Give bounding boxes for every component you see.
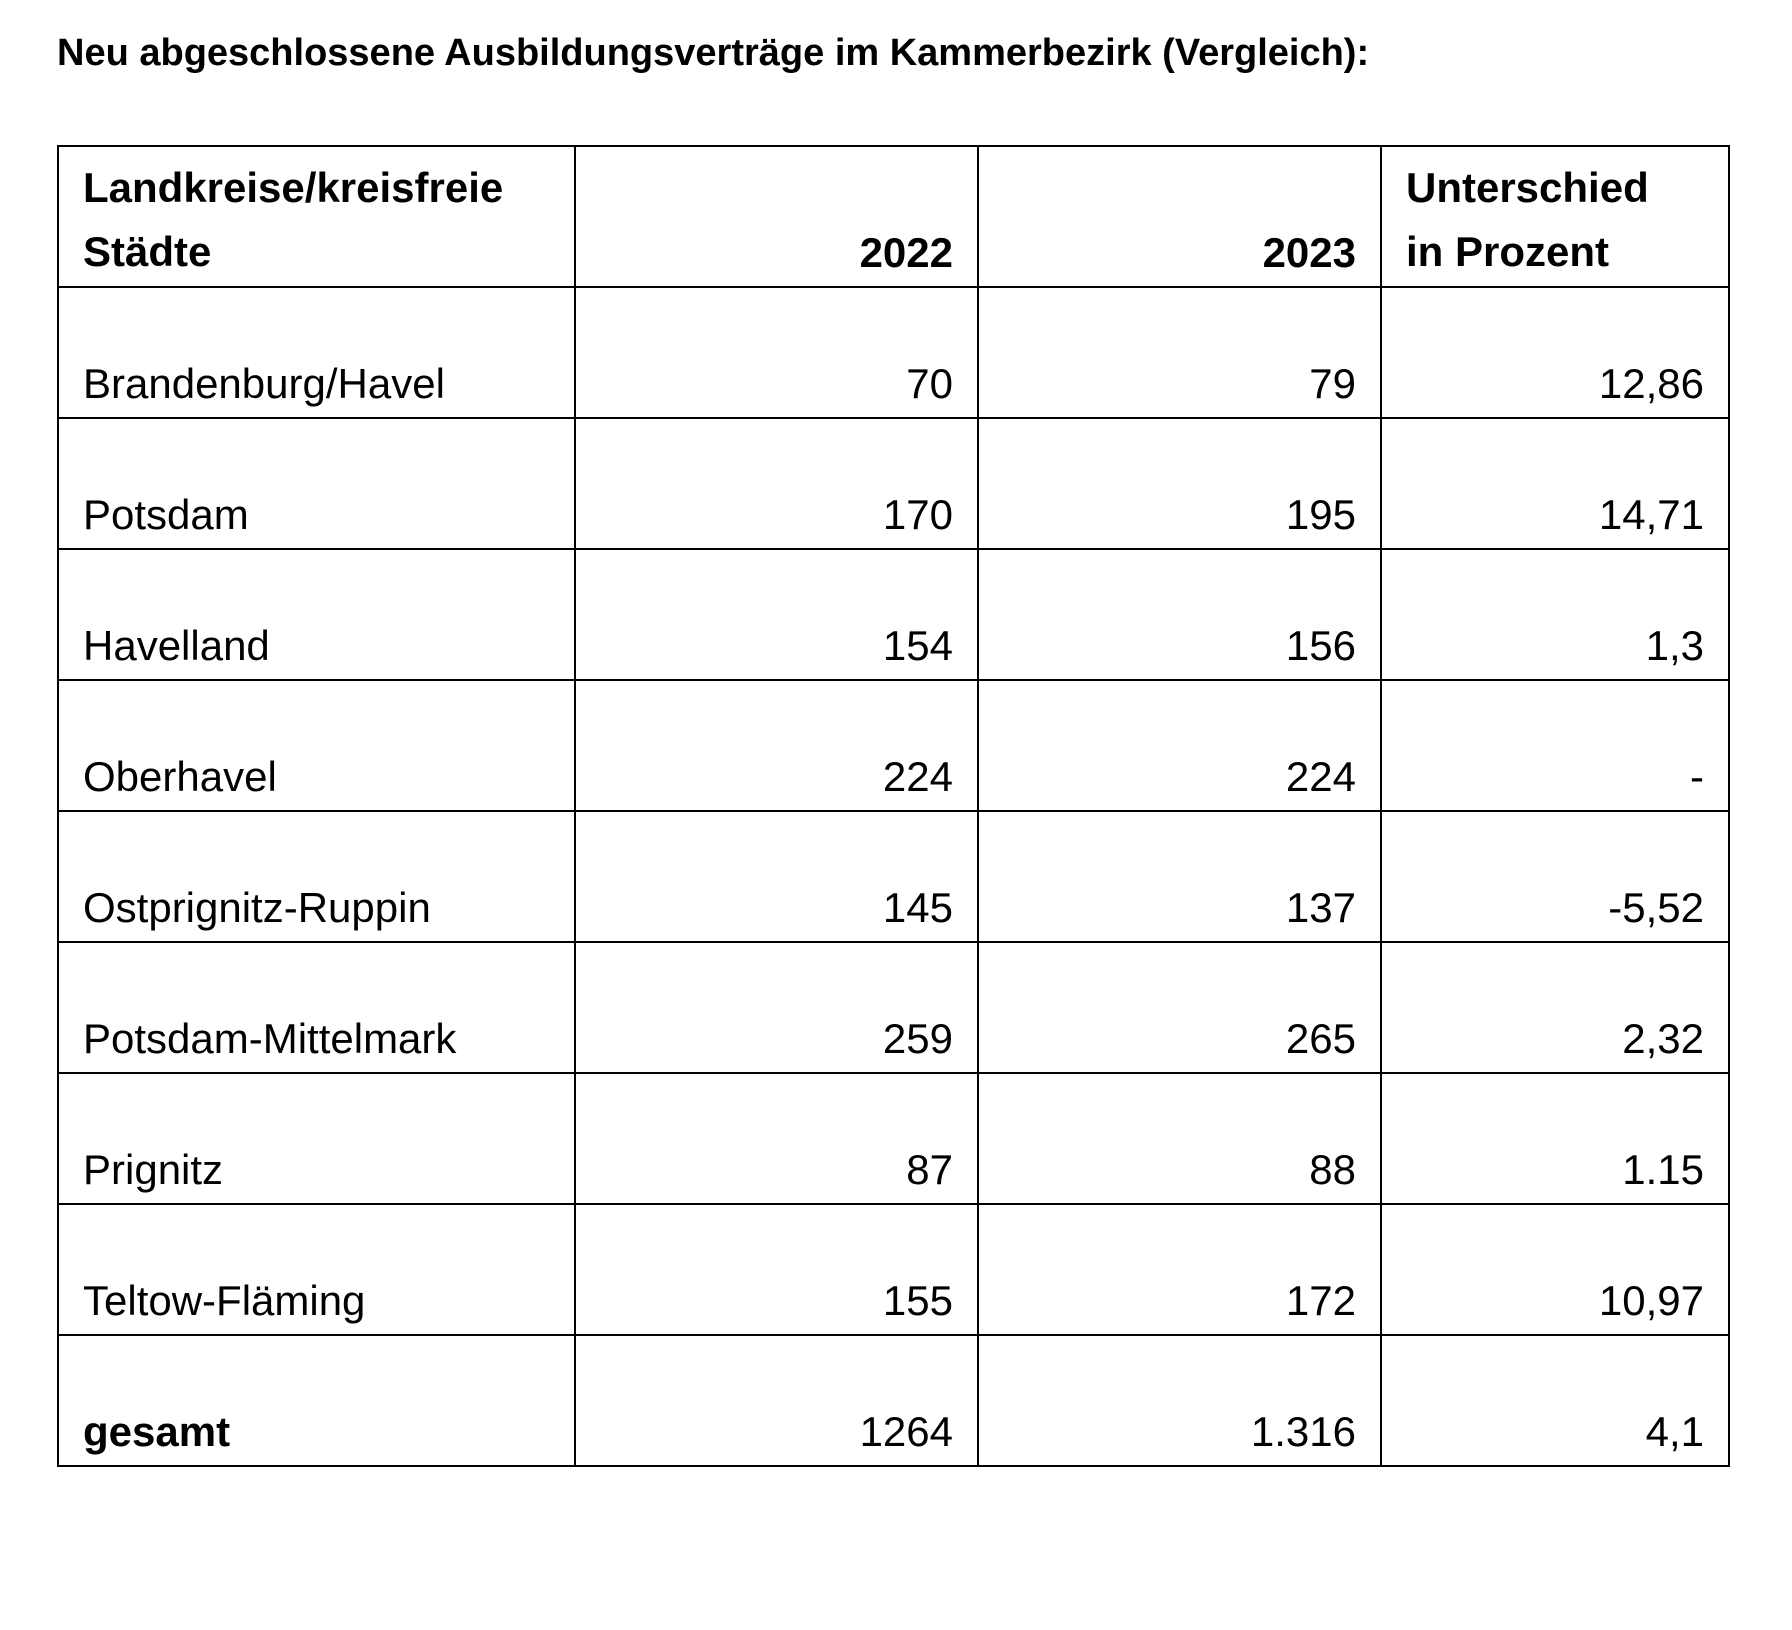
difference-cell: 1.15 — [1381, 1073, 1729, 1204]
total-2023-cell: 1.316 — [978, 1335, 1381, 1466]
value-2023-cell: 156 — [978, 549, 1381, 680]
contracts-table — [57, 145, 1730, 1467]
region-cell: Ostprignitz-Ruppin — [58, 811, 575, 942]
difference-cell: 2,32 — [1381, 942, 1729, 1073]
difference-cell: - — [1381, 680, 1729, 811]
value-2022-cell: 154 — [575, 549, 978, 680]
value-2022-cell: 145 — [575, 811, 978, 942]
table-header-row — [58, 146, 1729, 287]
value-2022-cell: 87 — [575, 1073, 978, 1204]
header-difference-line2: in Prozent — [1406, 228, 1610, 275]
value-2023-cell: 79 — [978, 287, 1381, 418]
value-2023-cell: 172 — [978, 1204, 1381, 1335]
value-2022-cell: 70 — [575, 287, 978, 418]
table-row — [58, 287, 1729, 418]
region-cell: Teltow-Fläming — [58, 1204, 575, 1335]
document-title: Neu abgeschlossene Ausbildungsverträge im Kammerbezirk (Vergleich): — [57, 32, 1370, 74]
header-year-2023: 2023 — [978, 146, 1381, 287]
table-row — [58, 811, 1729, 942]
value-2022-cell: 155 — [575, 1204, 978, 1335]
difference-cell: 14,71 — [1381, 418, 1729, 549]
total-difference-cell: 4,1 — [1381, 1335, 1729, 1466]
value-2023-cell: 88 — [978, 1073, 1381, 1204]
difference-cell: 12,86 — [1381, 287, 1729, 418]
table-total-row — [58, 1335, 1729, 1466]
region-cell: Oberhavel — [58, 680, 575, 811]
region-cell: Potsdam-Mittelmark — [58, 942, 575, 1073]
value-2022-cell: 170 — [575, 418, 978, 549]
header-difference — [1381, 146, 1729, 287]
difference-cell: 10,97 — [1381, 1204, 1729, 1335]
header-region — [58, 146, 575, 287]
table-row — [58, 1073, 1729, 1204]
difference-cell: -5,52 — [1381, 811, 1729, 942]
header-year-2022: 2022 — [575, 146, 978, 287]
value-2023-cell: 265 — [978, 942, 1381, 1073]
value-2022-cell: 259 — [575, 942, 978, 1073]
table-row — [58, 942, 1729, 1073]
region-cell: Havelland — [58, 549, 575, 680]
header-region-line2: Städte — [83, 228, 212, 275]
value-2023-cell: 137 — [978, 811, 1381, 942]
value-2023-cell: 195 — [978, 418, 1381, 549]
table-row — [58, 680, 1729, 811]
region-cell: Potsdam — [58, 418, 575, 549]
header-region-line1: Landkreise/kreisfreie — [83, 164, 504, 211]
total-label-cell: gesamt — [58, 1335, 575, 1466]
table-row — [58, 418, 1729, 549]
table-row — [58, 549, 1729, 680]
region-cell: Brandenburg/Havel — [58, 287, 575, 418]
region-cell: Prignitz — [58, 1073, 575, 1204]
total-2022-cell: 1264 — [575, 1335, 978, 1466]
table-row — [58, 1204, 1729, 1335]
difference-cell: 1,3 — [1381, 549, 1729, 680]
header-difference-line1: Unterschied — [1406, 164, 1649, 211]
value-2023-cell: 224 — [978, 680, 1381, 811]
value-2022-cell: 224 — [575, 680, 978, 811]
